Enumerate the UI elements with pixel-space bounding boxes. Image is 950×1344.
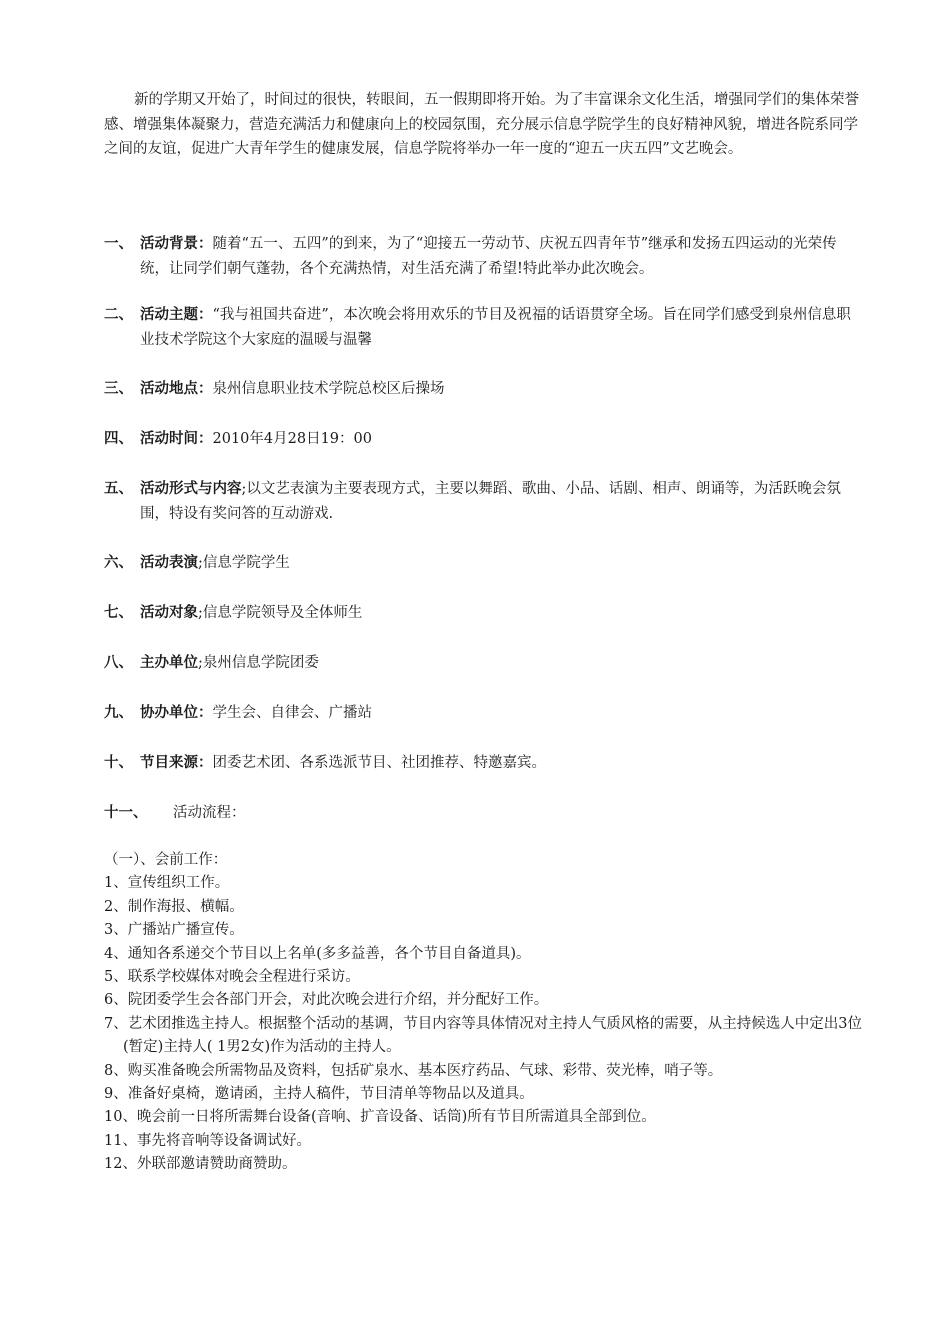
section-label: 活动主题： xyxy=(140,306,213,323)
section-number: 十一、 xyxy=(104,804,148,821)
section-number: 十、 xyxy=(104,754,133,771)
section-number: 四、 xyxy=(104,430,133,447)
section-text: ;信息学院领导及全体师生 xyxy=(198,605,363,621)
pre-meeting-list xyxy=(104,849,864,1177)
section-format xyxy=(104,477,864,526)
section-co-organizer xyxy=(104,701,864,726)
section-number: 九、 xyxy=(104,704,133,721)
section-number: 三、 xyxy=(104,380,133,397)
intro-paragraph: 新的学期又开始了，时间过的很快，转眼间，五一假期即将开始。为了丰富课余文化生活，增强同学们的集体荣誉感、增强集体凝聚力，营造充满活力和健康向上的校园氛围，充分展示信息学院学生的良好精神风貌，增进各院系同学之间的友谊，促进广大青年学生的健康发展，信息学院将举办一年一度的“迎五一庆五四”文艺晚会。 xyxy=(104,92,859,157)
list-item: 8、购买准备晚会所需物品及资料，包括矿泉水、基本医疗药品、气球、彩带、荧光棒，哨子等。 xyxy=(104,1062,723,1079)
list-item: 6、院团委学生会各部门开会，对此次晚会进行介绍，并分配好工作。 xyxy=(104,992,549,1009)
list-item: 2、制作海报、横幅。 xyxy=(104,898,244,915)
list-item: 12、外联部邀请赞助商赞助。 xyxy=(104,1156,297,1173)
section-label: 活动地点： xyxy=(140,380,213,397)
section-label: 协办单位： xyxy=(140,704,213,721)
section-process xyxy=(104,801,864,826)
section-number: 七、 xyxy=(104,604,133,621)
section-label: 活动时间： xyxy=(140,430,213,447)
section-text: ;信息学院学生 xyxy=(198,555,290,571)
section-background xyxy=(104,232,864,281)
list-item: 9、准备好桌椅，邀请函，主持人稿件，节目清单等物品以及道具。 xyxy=(104,1086,534,1103)
section-label: 活动形式与内容 xyxy=(140,480,242,497)
list-item: 10、晚会前一日将所需舞台设备(音响、扩音设备、话筒)所有节目所需道具全部到位。 xyxy=(104,1109,656,1126)
section-text: ;以文艺表演为主要表现方式，主要以舞蹈、歌曲、小品、话剧、相声、朗诵等，为活跃晚会氛围，特设有奖问答的互动游戏. xyxy=(140,481,841,522)
list-item: 1、宣传组织工作。 xyxy=(104,875,230,892)
section-number: 二、 xyxy=(104,306,133,323)
section-text: 学生会、自律会、广播站 xyxy=(212,705,372,721)
section-number: 六、 xyxy=(104,554,133,571)
section-label: 主办单位 xyxy=(140,654,198,671)
list-item: 5、联系学校媒体对晚会全程进行采访。 xyxy=(104,969,360,986)
list-item: 7、艺术团推选主持人。根据整个活动的基调，节目内容等具体情况对主持人气质风格的需要，从主持候选人中定出3位(暂定)主持人( 1男2女)作为活动的主持人。 xyxy=(104,1015,862,1056)
section-label: 活动对象 xyxy=(140,604,198,621)
section-text: “我与祖国共奋进”，本次晚会将用欢乐的节目及祝福的话语贯穿全场。旨在同学们感受到泉州信息职业技术学院这个大家庭的温暖与温馨 xyxy=(140,307,851,348)
section-number: 一、 xyxy=(104,235,133,252)
section-text: 团委艺术团、各系选派节目、社团推荐、特邀嘉宾。 xyxy=(212,755,546,771)
section-time xyxy=(104,427,864,452)
section-label: 节目来源： xyxy=(140,754,213,771)
section-number: 八、 xyxy=(104,654,133,671)
section-theme xyxy=(104,303,864,352)
section-organizer xyxy=(104,651,864,676)
section-audience xyxy=(104,601,864,626)
section-label: 活动表演 xyxy=(140,554,198,571)
section-number: 五、 xyxy=(104,480,133,497)
list-item: 4、通知各系递交个节目以上名单(多多益善，各个节目自备道具)。 xyxy=(104,945,531,962)
section-label: 活动流程： xyxy=(173,805,246,821)
section-performers xyxy=(104,551,864,576)
section-program-source xyxy=(104,751,864,776)
list-item: 11、事先将音响等设备调试好。 xyxy=(104,1132,311,1149)
section-label: 活动背景： xyxy=(140,235,213,252)
section-text: 泉州信息职业技术学院总校区后操场 xyxy=(212,381,445,397)
section-text: ;泉州信息学院团委 xyxy=(198,655,319,671)
list-heading: （一）、会前工作： xyxy=(104,852,228,868)
list-item: 3、广播站广播宣传。 xyxy=(104,922,244,939)
section-text: 2010年4月28日19：00 xyxy=(212,431,372,447)
section-text: 随着“五一、五四”的到来，为了“迎接五一劳动节、庆祝五四青年节”继承和发扬五四运动的光荣传统，让同学们朝气蓬勃，各个充满热情，对生活充满了希望!特此举办此次晚会。 xyxy=(140,236,837,277)
section-location xyxy=(104,377,864,402)
